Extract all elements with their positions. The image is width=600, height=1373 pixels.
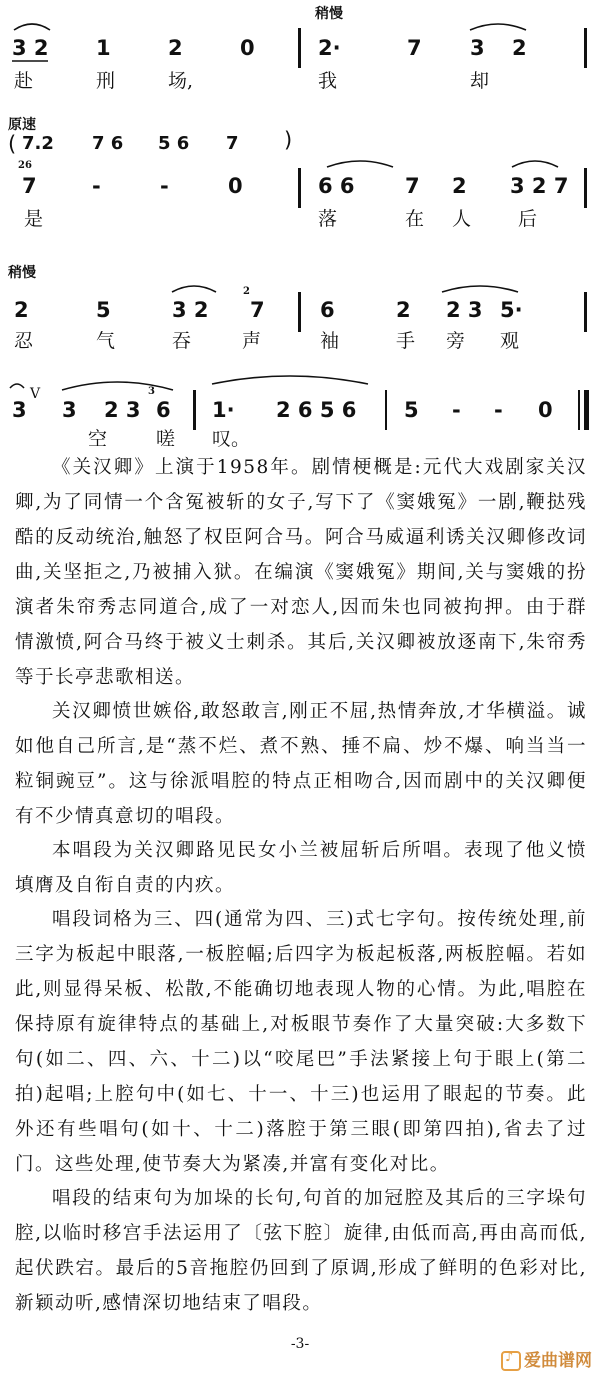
note: 5 [96, 298, 111, 322]
lyric: 在 [405, 208, 425, 230]
note: 3 [62, 398, 77, 422]
lyric: 观 [500, 330, 520, 352]
note: 1 [96, 36, 111, 60]
slur [325, 157, 395, 169]
barline [385, 390, 387, 430]
lyric: 后 [518, 208, 538, 230]
note: 7 [407, 36, 422, 60]
note: 0 [228, 174, 243, 198]
grace-note: 3 [148, 386, 155, 397]
barline [193, 390, 196, 430]
lyric: 落 [318, 208, 338, 230]
lyric: 忍 [14, 330, 34, 352]
lyric: 气 [96, 330, 116, 352]
note: 2 [512, 36, 527, 60]
note: 2 [452, 174, 467, 198]
note: 2 3 [446, 298, 483, 322]
lyric: 场, [168, 70, 194, 92]
note: 3 [12, 398, 27, 422]
barline [298, 292, 301, 332]
lyric: 我 [318, 70, 338, 92]
inst-note: 7.2 [22, 133, 54, 154]
slur [510, 157, 560, 169]
inst-note: 5 6 [158, 133, 190, 154]
note: 7 [22, 174, 37, 198]
music-note-icon [501, 1351, 521, 1371]
note: 3 2 7 [510, 174, 569, 198]
lyric: 是 [24, 208, 44, 230]
tempo-mark: 稍慢 [8, 265, 36, 281]
commentary [15, 450, 587, 1321]
note: 0 [240, 36, 255, 60]
inst-note: 7 [226, 133, 239, 154]
paragraph: 本唱段为关汉卿路见民女小兰被屈斩后所唱。表现了他义愤填膺及自衔自责的内疚。 [15, 840, 587, 896]
grace-note: 26 [18, 160, 32, 171]
note: 2 [168, 36, 183, 60]
barline [298, 28, 301, 68]
note: 3 [470, 36, 485, 60]
slur [440, 282, 520, 294]
note: - [160, 174, 169, 198]
slur [468, 20, 528, 32]
note: 0 [538, 398, 553, 422]
lyric: 声 [242, 330, 262, 352]
note: 7 [250, 298, 265, 322]
note: 1· [212, 398, 235, 422]
slur [170, 282, 218, 294]
lyric: 袖 [320, 330, 340, 352]
note: 2 [14, 298, 29, 322]
note: - [92, 174, 101, 198]
lyric: 吞 [172, 330, 192, 352]
note: 7 [405, 174, 420, 198]
paragraph: 关汉卿愤世嫉俗,敢怒敢言,刚正不屈,热情奔放,才华横溢。诚如他自己所言,是“蒸不烂、煮不熟、捶不扁、炒不爆、响当当一粒铜豌豆”。这与徐派唱腔的特点正相吻合,因而剧中的关汉卿便有不少情真意切的唱段。 [15, 701, 587, 827]
breath-mark: V [30, 386, 41, 402]
tempo-mark: 稍慢 [315, 6, 343, 22]
note: 3 2 [172, 298, 209, 322]
lyric: 旁 [446, 330, 466, 352]
final-barline-thin [578, 390, 580, 430]
barline [584, 292, 587, 332]
note: 6 6 [318, 174, 355, 198]
barline [584, 28, 587, 68]
slur [60, 378, 175, 392]
lyric: 手 [396, 330, 416, 352]
note: 5 [404, 398, 419, 422]
final-barline-thick [584, 390, 589, 430]
note: 6 [156, 398, 171, 422]
music-score [0, 0, 600, 450]
note: 3 2 [12, 36, 49, 60]
lyric: 赴 [14, 70, 34, 92]
slur [210, 372, 370, 386]
paragraph: 《关汉卿》上演于1958年。剧情梗概是:元代大戏剧家关汉卿,为了同情一个含冤被斩的女子,写下了《窦娥冤》一剧,鞭挞残酷的反动统治,触怒了权臣阿合马。阿合马威逼利诱关汉卿修改词曲,关坚拒之,乃被捕入狱。在编演《窦娥冤》期间,关与窦娥的扮演者朱帘秀志同道合,成了一对恋人,因而朱也同被拘押。由于群情激愤,阿合马终于被义士刺杀。其后,关汉卿被放逐南下,朱帘秀等于长亭悲歌相送。 [15, 457, 587, 688]
note: 6 [320, 298, 335, 322]
inst-close: ) [284, 128, 293, 152]
lyric: 嗟 [156, 428, 176, 450]
inst-open: ( [8, 132, 17, 156]
inst-note: 7 6 [92, 133, 124, 154]
lyric: 刑 [96, 70, 116, 92]
barline [584, 168, 587, 208]
note: - [452, 398, 461, 422]
underline [12, 60, 52, 64]
note: 2 6 5 6 [276, 398, 357, 422]
lyric: 却 [470, 70, 490, 92]
page-number: -3- [290, 1336, 310, 1352]
slur [12, 20, 52, 32]
note: 2· [318, 36, 341, 60]
tempo-mark: 原速 [8, 117, 36, 133]
watermark-text: 爱曲谱网 [524, 1351, 592, 1371]
lyric: 空 [88, 428, 108, 450]
watermark [501, 1346, 592, 1371]
note: - [494, 398, 503, 422]
barline [298, 168, 301, 208]
paragraph: 唱段的结束句为加垛的长句,句首的加冠腔及其后的三字垛句腔,以临时移宫手法运用了〔弦下腔〕旋律,由低而高,再由高而低,起伏跌宕。最后的5音拖腔仍回到了原调,形成了鲜明的色彩对比,新颖动听,感情深切地结束了唱段。 [15, 1188, 587, 1314]
note: 5· [500, 298, 523, 322]
grace-note: 2 [243, 286, 250, 297]
lyric: 人 [452, 208, 472, 230]
lyric: 叹。 [212, 428, 251, 450]
paragraph: 唱段词格为三、四(通常为四、三)式七字句。按传统处理,前三字为板起中眼落,一板腔幅;后四字为板起板落,两板腔幅。若如此,则显得呆板、松散,不能确切地表现人物的心情。为此,唱腔在保持原有旋律特点的基础上,对板眼节奏作了大量突破:大多数下句(如二、四、六、十二)以“咬尾巴”手法紧接上句于眼上(第二拍)起唱;上腔句中(如七、十一、十三)也运用了眼起的节奏。此外还有些唱句(如十、十二)落腔于第三眼(即第四拍),省去了过门。这些处理,使节奏大为紧凑,并富有变化对比。 [15, 909, 587, 1175]
note: 2 3 [104, 398, 141, 422]
slur [8, 378, 26, 390]
note: 2 [396, 298, 411, 322]
